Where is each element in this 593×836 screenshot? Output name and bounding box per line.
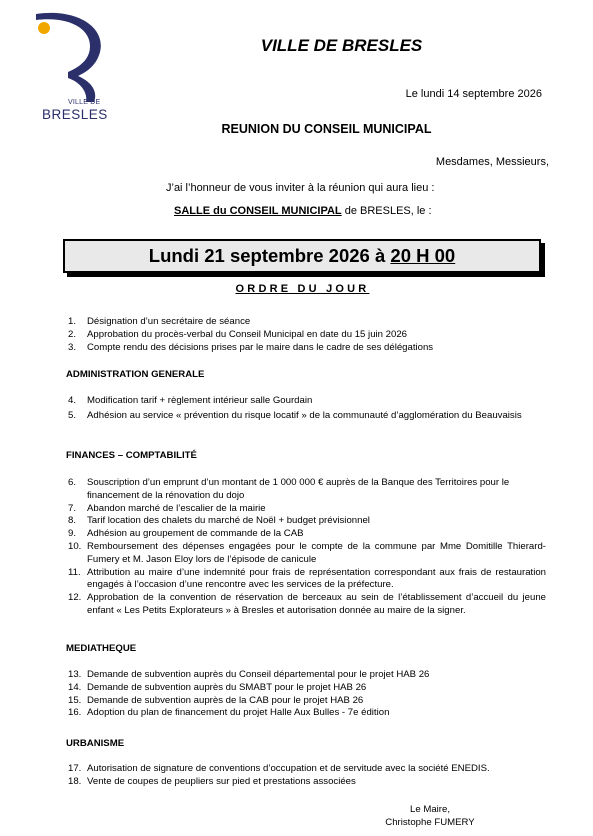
- agenda-item: 3. Compte rendu des décisions prises par le maire dans le cadre de ses délégations: [68, 341, 434, 353]
- agenda-item: 6. Souscription d’un emprunt d’un montant de 1 000 000 € auprès de la Banque des Territoires pour le financement de la rénovation du dojo: [68, 477, 510, 501]
- letter-subject: REUNION DU CONSEIL MUNICIPAL: [221, 122, 432, 136]
- agenda-item: 11. Attribution au maire d’une indemnité pour frais de représentation correspondant aux frais de restauration engagés à l’occasion d’une rencontre avec les services de la préfecture.: [68, 566, 546, 591]
- greeting: Mesdames, Messieurs,: [435, 156, 549, 168]
- agenda-item: 15. Demande de subvention auprès de la CAB pour le projet HAB 26: [68, 694, 364, 706]
- agenda-item: 4. Modification tarif + règlement intérieur salle Gourdain: [68, 395, 313, 406]
- document-title: VILLE DE BRESLES: [260, 36, 423, 55]
- letter-date: Le lundi 14 septembre 2026: [405, 88, 542, 100]
- logo-mark: [30, 10, 108, 102]
- section-heading-mediatheque: MEDIATHEQUE: [66, 643, 137, 654]
- agenda-item: 13. Demande de subvention auprès du Conseil départemental pour le projet HAB 26: [68, 669, 430, 680]
- meeting-time: 20 H 00: [390, 245, 456, 266]
- signature-title: Le Maire,: [410, 804, 450, 815]
- venue: [174, 205, 432, 217]
- signature-block: [380, 803, 480, 829]
- venue-name: SALLE du CONSEIL MUNICIPAL: [174, 205, 342, 217]
- meeting-datetime-box: [63, 239, 541, 273]
- agenda-item: 16. Adoption du plan de financement du projet Halle Aux Bulles - 7e édition: [68, 707, 390, 719]
- agenda-list-opening: [68, 316, 546, 354]
- agenda-item: 18. Vente de coupes de peupliers sur pied et prestations associées: [68, 775, 356, 787]
- agenda-item: 10. Remboursement des dépenses engagées pour le compte de la commune par Mme Domitille Thierard-Fumery et M. Jason Eloy lors de l’épisode de canicule: [68, 540, 546, 565]
- section-heading-finances: FINANCES – COMPTABILITÉ: [66, 450, 197, 461]
- invitation-text: J’ai l’honneur de vous inviter à la réunion qui aura lieu :: [166, 182, 435, 194]
- agenda-list-administration: [68, 395, 546, 423]
- agenda-item: 8. Tarif location des chalets du marché de Noël + budget prévisionnel: [68, 515, 370, 527]
- meeting-day: Lundi 21 septembre 2026 à: [148, 245, 391, 266]
- agenda-item: 5. Adhésion au service « prévention du risque locatif » de la communauté d’agglomération du Beauvaisis: [68, 409, 522, 421]
- section-heading-administration: ADMINISTRATION GENERALE: [66, 369, 205, 380]
- agenda-item: 12. Approbation de la convention de réservation de berceaux au sein de l’établissement d’accueil du jeune enfant « Les Petits Explorateurs » à Bresles et autorisation donnée au maire de la signer.: [68, 592, 546, 616]
- agenda-item: 2. Approbation du procès-verbal du Conseil Municipal en date du 15 juin 2026: [68, 328, 408, 340]
- agenda-list-mediatheque: [68, 669, 546, 720]
- signature-name: Christophe FUMERY: [385, 817, 475, 828]
- logo-text-ville: VILLE DE: [68, 99, 101, 106]
- agenda-item: 14. Demande de subvention auprès du SMABT pour le projet HAB 26: [68, 681, 367, 693]
- agenda-item: 1. Désignation d’un secrétaire de séance: [68, 316, 251, 327]
- agenda-list-finances: [68, 477, 546, 618]
- logo-text-bresles: BRESLES: [42, 107, 108, 122]
- agenda-item: 17. Autorisation de signature de conventions d’occupation et de servitude avec la société ENEDIS.: [68, 763, 490, 774]
- agenda-item: 7. Abandon marché de l’escalier de la mairie: [68, 502, 266, 514]
- agenda-title: ORDRE DU JOUR: [235, 283, 370, 295]
- venue-rest: de BRESLES, le :: [341, 205, 432, 217]
- section-heading-urbanisme: URBANISME: [66, 738, 125, 749]
- agenda-list-urbanisme: [68, 763, 546, 789]
- town-logo: [30, 10, 108, 140]
- agenda-item: 9. Adhésion au groupement de commande de la CAB: [68, 528, 304, 540]
